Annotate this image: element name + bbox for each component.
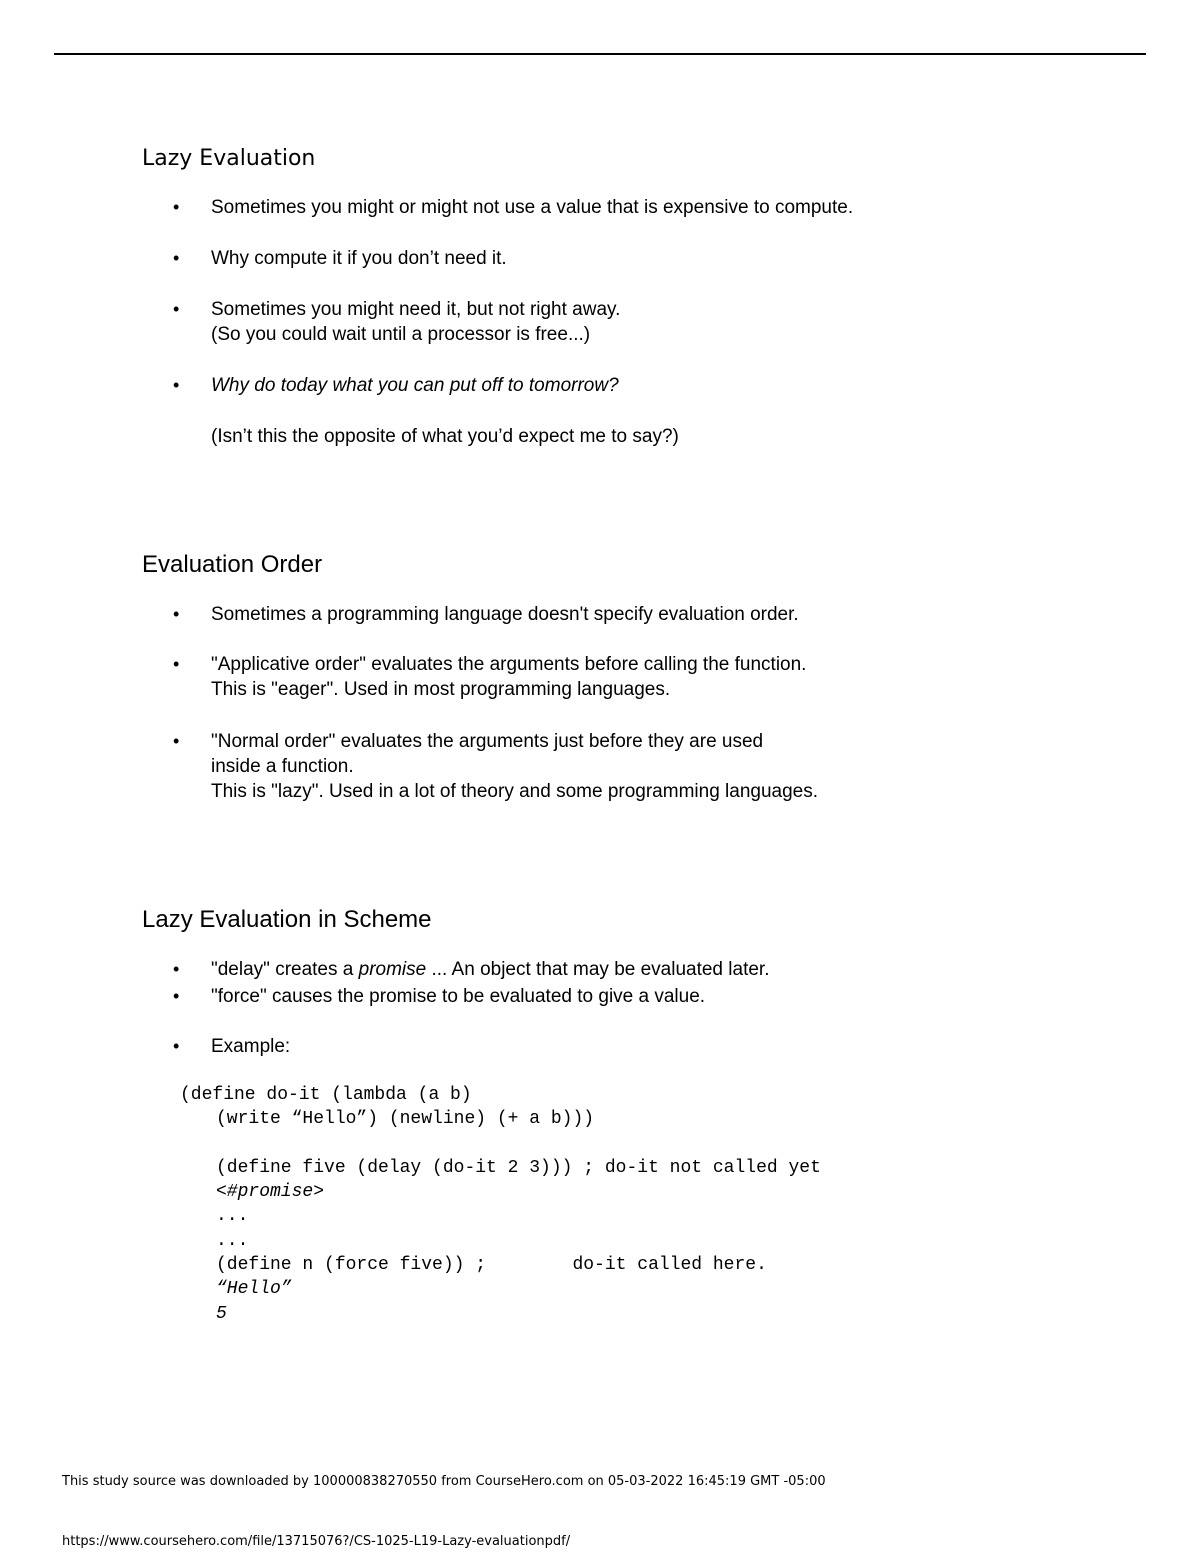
- section-title-lazy-evaluation-in-scheme: Lazy Evaluation in Scheme: [142, 906, 432, 933]
- bullet-text: Sometimes a programming language doesn't specify evaluation order.: [211, 604, 799, 625]
- list-item: [211, 602, 799, 627]
- list-item: [211, 246, 507, 271]
- bullet-text: (So you could wait until a processor is free...): [211, 324, 591, 345]
- list-item: [211, 652, 806, 702]
- section-title-evaluation-order: Evaluation Order: [142, 551, 323, 578]
- bullet-text: "delay" creates a: [211, 959, 359, 980]
- bullet-text: "force" causes the promise to be evaluated to give a value.: [211, 986, 706, 1007]
- bullet-text: • "Normal order" evaluates the arguments just before they are used: [211, 731, 764, 752]
- code-output: 5: [216, 1303, 227, 1324]
- section-title-lazy-evaluation: Lazy Evaluation: [142, 146, 316, 171]
- bullet-text: Why compute it if you don’t need it.: [211, 248, 507, 269]
- list-item: [211, 957, 769, 982]
- code-output: <#promise>: [216, 1182, 325, 1203]
- code-line: ...: [216, 1206, 249, 1227]
- footer-url[interactable]: https://www.coursehero.com/file/13715076?/CS-1025-L19-Lazy-evaluationpdf/: [62, 1534, 571, 1549]
- bullet-text: Why do today what you can put off to tomorrow?: [211, 375, 619, 396]
- list-item: [211, 373, 619, 398]
- code-line: (write “Hello”) (newline) (+ a b))): [216, 1109, 595, 1130]
- bullet-text: ... An object that may be evaluated later.: [426, 959, 770, 980]
- bullet-text: This is "lazy". Used in a lot of theory and some programming languages.: [211, 781, 819, 802]
- footer-source: This study source was downloaded by 100000838270550 from CourseHero.com on 05-03-2022 16:45:19 GMT -05:00: [62, 1474, 826, 1489]
- top-rule: [54, 53, 1146, 55]
- bullet-text: • Sometimes you might need it, but not right away.: [211, 299, 621, 320]
- aside-note: (Isn’t this the opposite of what you’d expect me to say?): [211, 426, 679, 447]
- list-item: [211, 1034, 290, 1059]
- list-item: [211, 195, 853, 220]
- emphasis-text: promise: [358, 959, 427, 980]
- list-item: [211, 297, 620, 347]
- code-line: (define n (force five)) ; do-it called here.: [216, 1255, 767, 1276]
- code-line: ...: [216, 1230, 249, 1251]
- bullet-text: This is "eager". Used in most programming languages.: [211, 679, 671, 700]
- bullet-text: Example:: [211, 1036, 291, 1057]
- list-item: [211, 729, 818, 804]
- code-output: “Hello”: [216, 1279, 292, 1300]
- bullet-text: • "Applicative order" evaluates the arguments before calling the function.: [211, 654, 807, 675]
- code-line: (define do-it (lambda (a b): [180, 1085, 472, 1105]
- code-gap: [180, 1132, 821, 1156]
- list-item: [211, 984, 705, 1009]
- bullet-text: inside a function.: [211, 756, 354, 777]
- bullet-text: Sometimes you might or might not use a value that is expensive to compute.: [211, 197, 854, 218]
- code-example: [180, 1083, 821, 1326]
- code-line: (define five (delay (do-it 2 3))) ; do-it not called yet: [216, 1157, 821, 1178]
